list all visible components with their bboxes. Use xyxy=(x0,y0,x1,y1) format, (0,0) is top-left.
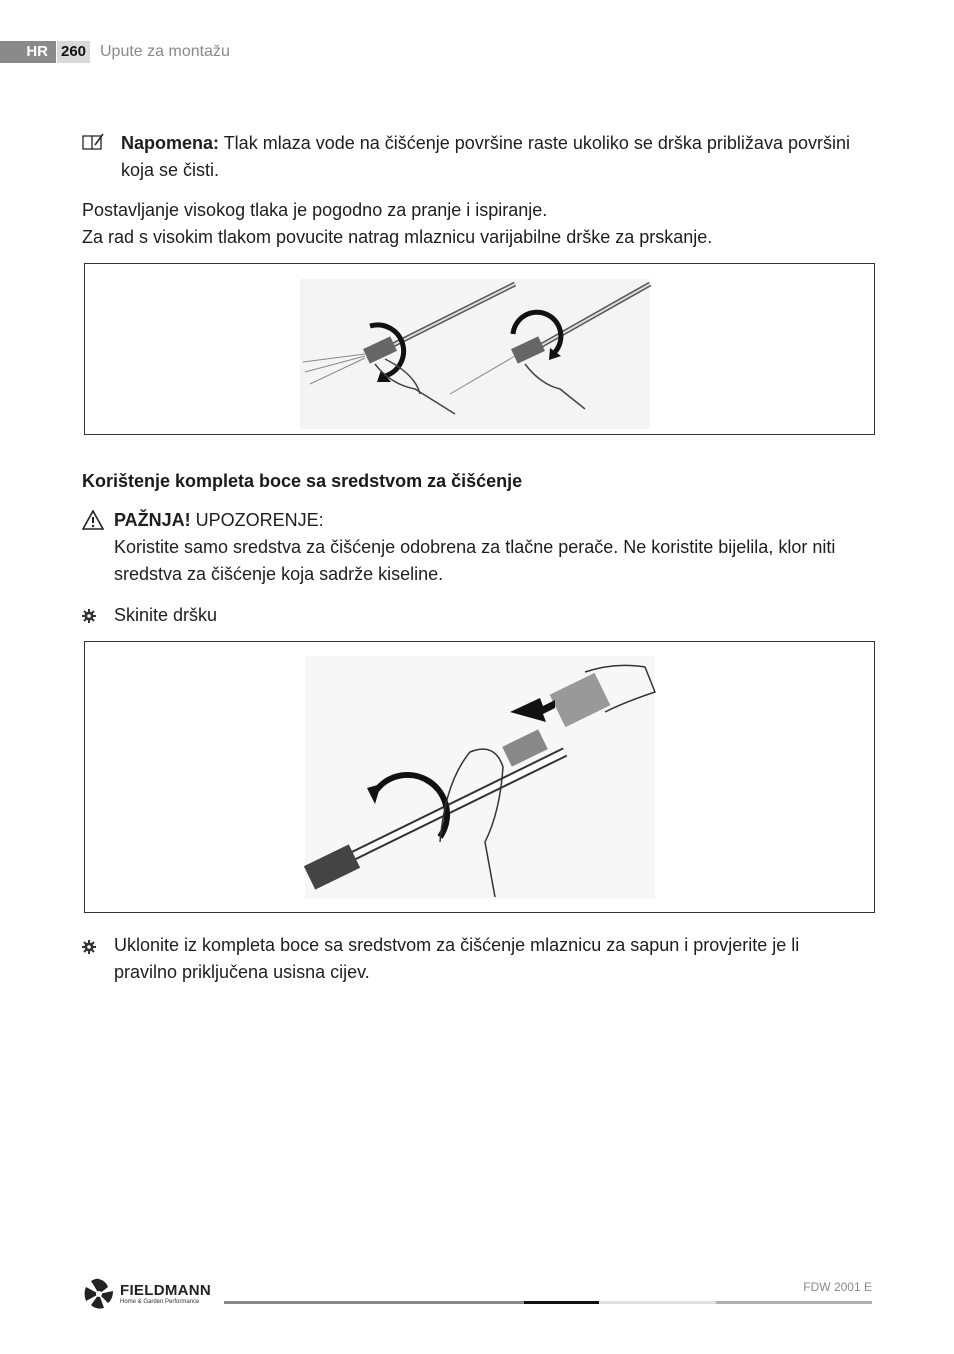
figure-remove-handle xyxy=(84,641,875,913)
brand-name: FIELDMANN xyxy=(120,1282,212,1299)
warning-heading xyxy=(114,507,874,534)
model-number: FDW 2001 E xyxy=(803,1280,872,1294)
note-paragraph xyxy=(121,130,861,184)
page-number: 260 xyxy=(57,41,90,63)
language-badge: HR xyxy=(0,41,56,63)
section-header-title: Upute za montažu xyxy=(100,43,230,60)
bullet-gear-icon xyxy=(82,940,96,954)
footer-rule-segment xyxy=(224,1301,524,1304)
intro-paragraph xyxy=(82,197,882,251)
remove-handle-illustration xyxy=(85,642,874,912)
bullet-text-1: Skinite dršku xyxy=(114,605,218,625)
note-icon xyxy=(82,133,104,151)
figure-spray-nozzle xyxy=(84,263,875,435)
bullet-text-2: Uklonite iz kompleta boce sa sredstvom za čišćenje mlaznicu za sapun i provjerite je li pravilno priključena usisna cijev. xyxy=(114,935,800,982)
warning-paragraph xyxy=(114,507,874,588)
intro-line-1: Postavljanje visokog tlaka je pogodno za pranje i ispiranje. xyxy=(82,200,548,220)
bullet-gear-icon xyxy=(82,609,96,623)
footer-rule-segment xyxy=(599,1301,716,1304)
note-text: Tlak mlaza vode na čišćenje površine raste ukoliko se drška približava površini koja se čisti. xyxy=(121,133,850,180)
warning-sublabel: UPOZORENJE: xyxy=(190,510,324,530)
warning-icon xyxy=(82,510,104,530)
footer-rule-segment xyxy=(716,1301,872,1304)
spray-nozzle-illustration xyxy=(85,264,874,434)
fan-logo-icon xyxy=(82,1277,116,1311)
brand-logo xyxy=(82,1277,222,1311)
footer-rule-segment xyxy=(524,1301,599,1304)
warning-label: PAŽNJA! xyxy=(114,510,191,530)
warning-text: Koristite samo sredstva za čišćenje odobrena za tlačne perače. Ne koristite bijelila, klor niti sredstva za čišćenje koja sadrže kiseline. xyxy=(114,537,836,584)
note-label: Napomena: xyxy=(121,133,220,153)
section-title: Korištenje kompleta boce sa sredstvom za čišćenje xyxy=(82,471,523,491)
brand-tagline: Home & Garden Performance xyxy=(120,1299,200,1305)
intro-line-2: Za rad s visokim tlakom povucite natrag mlaznicu varijabilne drške za prskanje. xyxy=(82,227,713,247)
